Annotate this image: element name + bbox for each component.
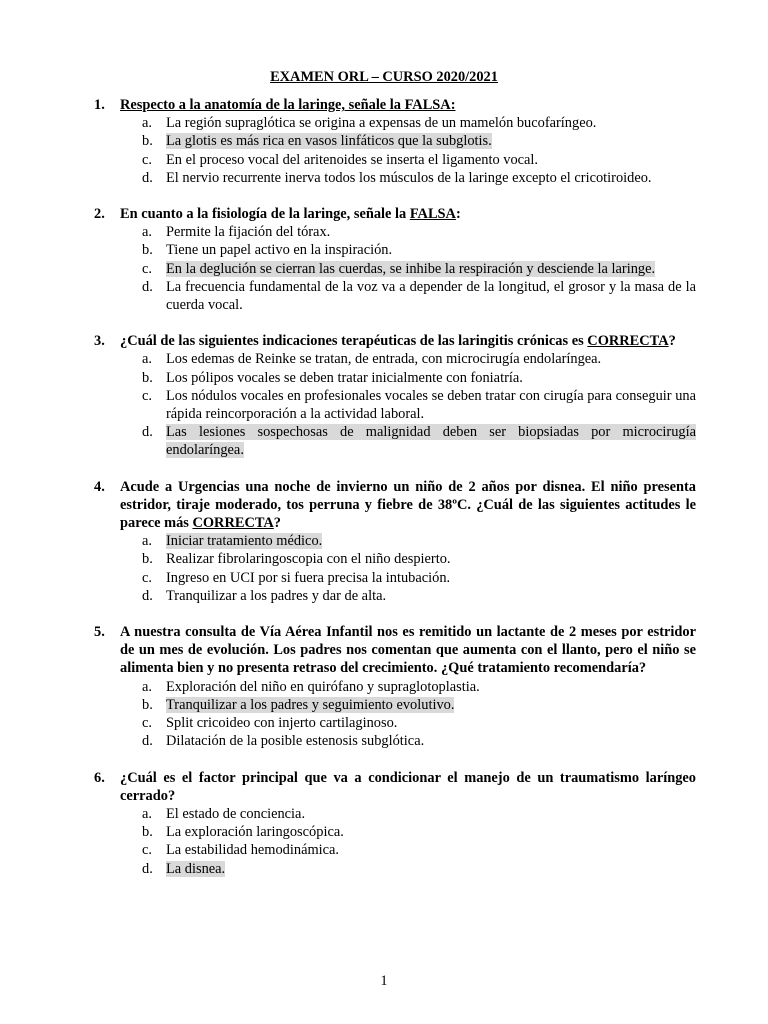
question-stem [94,96,696,114]
answer-option [142,732,696,750]
answer-option [142,223,696,241]
question-stem [94,623,696,678]
question-text [120,332,696,350]
option-letter: a. [142,351,152,368]
question-2 [94,205,696,314]
question-text [120,478,696,533]
option-letter: b. [142,824,153,841]
option-text: Los edemas de Reinke se tratan, de entrada, con microcirugía endolaríngea. [166,351,602,368]
option-text: Tiene un papel activo en la inspiración. [166,242,393,259]
option-list [94,114,696,187]
option-text: Los pólipos vocales se deben tratar inicialmente con foniatría. [166,369,523,386]
answer-option [142,114,696,132]
question-4 [94,478,696,605]
answer-option [142,278,696,314]
option-text-wrap [166,678,696,696]
option-text-wrap [166,278,696,314]
option-list [94,223,696,314]
question-5 [94,623,696,750]
question-text-part: Acude a Urgencias una noche de invierno un niño de 2 años por disnea. El niño presenta estridor, tiraje moderado, tos perruna y fiebre de 38ºC. ¿Cuál de las siguientes actitudes le parece más [120,478,696,532]
option-letter: d. [142,587,153,604]
option-text-wrap [166,696,696,714]
answer-option [142,823,696,841]
option-text-wrap [166,587,696,605]
question-stem [94,478,696,533]
option-text: Dilatación de la posible estenosis subglótica. [166,733,425,750]
question-stem [94,332,696,350]
option-text: La región supraglótica se origina a expensas de un mamelón bucofaríngeo. [166,115,597,132]
option-text-wrap [166,151,696,169]
question-text-part: ? [668,333,676,350]
option-text-wrap [166,841,696,859]
option-text-wrap [166,387,696,423]
question-text-part: ? [273,515,281,532]
option-text: Permite la fijación del tórax. [166,224,331,241]
question-text-emphasis: CORRECTA [587,333,669,350]
answer-option [142,696,696,714]
question-number: 5. [94,624,105,641]
option-letter: a. [142,805,152,822]
question-text-part: : [455,206,461,223]
option-letter: c. [142,715,152,732]
option-text: El estado de conciencia. [166,805,306,822]
option-letter: a. [142,224,152,241]
option-text: Los nódulos vocales en profesionales vocales se deben tratar con cirugía para conseguir una rápida reincorporación a la actividad laboral. [166,387,696,423]
answer-option [142,587,696,605]
question-list [94,96,696,896]
option-text-highlighted: La glotis es más rica en vasos linfáticos que la subglotis. [166,133,492,150]
option-text-wrap [166,569,696,587]
option-text-wrap [166,550,696,568]
answer-option [142,860,696,878]
option-text-wrap [166,169,696,187]
question-text [120,96,696,114]
option-letter: d. [142,169,153,186]
option-letter: a. [142,678,152,695]
option-letter: d. [142,278,153,295]
question-text-part: ¿Cuál es el factor principal que va a condicionar el manejo de un traumatismo laríngeo cerrado? [120,769,696,804]
question-number: 2. [94,206,105,223]
answer-option [142,350,696,368]
answer-option [142,169,696,187]
answer-option [142,550,696,568]
question-number: 3. [94,333,105,350]
question-text-emphasis: FALSA [409,206,456,223]
option-text-wrap [166,732,696,750]
option-text-highlighted: Iniciar tratamiento médico. [166,533,323,550]
option-text-wrap [166,114,696,132]
option-letter: c. [142,569,152,586]
option-letter: c. [142,387,152,404]
question-stem [94,769,696,805]
question-text-emphasis: CORRECTA [192,515,274,532]
option-text: El nervio recurrente inerva todos los músculos de la laringe excepto el cricotiroideo. [166,169,652,186]
option-text: Tranquilizar a los padres y dar de alta. [166,587,387,604]
option-text: Exploración del niño en quirófano y supraglotoplastia. [166,678,480,695]
option-text-wrap [166,805,696,823]
question-3 [94,332,696,459]
option-text-wrap [166,132,696,150]
answer-option [142,132,696,150]
answer-option [142,241,696,259]
option-text-wrap [166,714,696,732]
option-letter: b. [142,696,153,713]
answer-option [142,714,696,732]
option-list [94,678,696,751]
question-6 [94,769,696,878]
option-text: Realizar fibrolaringoscopia con el niño despierto. [166,551,451,568]
option-letter: d. [142,733,153,750]
option-text-wrap [166,369,696,387]
option-text-wrap [166,241,696,259]
option-text-wrap [166,350,696,368]
option-text-wrap [166,260,696,278]
option-text: La exploración laringoscópica. [166,824,344,841]
option-text-wrap [166,223,696,241]
option-text-highlighted: Las lesiones sospechosas de malignidad deben ser biopsiadas por microcirugía endolaríngea. [166,424,696,459]
answer-option [142,369,696,387]
question-text [120,205,696,223]
option-letter: d. [142,860,153,877]
answer-option [142,423,696,459]
page-number: 1 [380,973,388,989]
option-text-wrap [166,423,696,459]
question-stem [94,205,696,223]
option-text: Ingreso en UCI por si fuera precisa la intubación. [166,569,451,586]
option-letter: a. [142,533,152,550]
question-text [120,623,696,678]
option-text: En el proceso vocal del aritenoides se inserta el ligamento vocal. [166,151,539,168]
option-list [94,532,696,605]
option-text-highlighted: La disnea. [166,860,226,877]
option-text-wrap [166,823,696,841]
option-letter: c. [142,842,152,859]
option-list [94,805,696,878]
question-text-part: A nuestra consulta de Vía Aérea Infantil nos es remitido un lactante de 2 meses por estridor de un mes de evolución. Los padres nos comentan que aumenta con el llanto, pero el niño se alimenta bien y no presenta retraso del crecimiento. ¿Qué tratamiento recomendaría? [120,624,696,677]
option-letter: d. [142,424,153,441]
option-text-wrap [166,860,696,878]
question-number: 1. [94,97,105,113]
option-letter: b. [142,551,153,568]
answer-option [142,387,696,423]
answer-option [142,678,696,696]
question-1 [94,96,696,187]
option-text: La estabilidad hemodinámica. [166,842,340,859]
question-number: 4. [94,478,105,495]
answer-option [142,805,696,823]
option-text-wrap [166,532,696,550]
question-text-part: En cuanto a la fisiología de la laringe, señale la [120,206,410,223]
option-text-highlighted: En la deglución se cierran las cuerdas, se inhibe la respiración y desciende la laringe. [166,260,656,277]
option-letter: c. [142,151,152,168]
answer-option [142,151,696,169]
question-text [120,769,696,805]
option-letter: b. [142,133,153,150]
question-text-part: ¿Cuál de las siguientes indicaciones terapéuticas de las laringitis crónicas es [120,333,588,350]
option-text: La frecuencia fundamental de la voz va a depender de la longitud, el grosor y la masa de la cuerda vocal. [166,278,696,314]
option-letter: c. [142,260,152,277]
answer-option [142,569,696,587]
option-text: Split cricoideo con injerto cartilaginoso. [166,715,398,732]
answer-option [142,841,696,859]
question-text-part: Respecto a la anatomía de la laringe, señale la FALSA: [120,97,456,113]
question-number: 6. [94,769,105,786]
answer-option [142,532,696,550]
answer-option [142,260,696,278]
option-letter: a. [142,115,152,132]
option-list [94,350,696,459]
exam-title: EXAMEN ORL – CURSO 2020/2021 [270,69,498,85]
option-letter: b. [142,369,153,386]
option-letter: b. [142,242,153,259]
option-text-highlighted: Tranquilizar a los padres y seguimiento evolutivo. [166,696,455,713]
